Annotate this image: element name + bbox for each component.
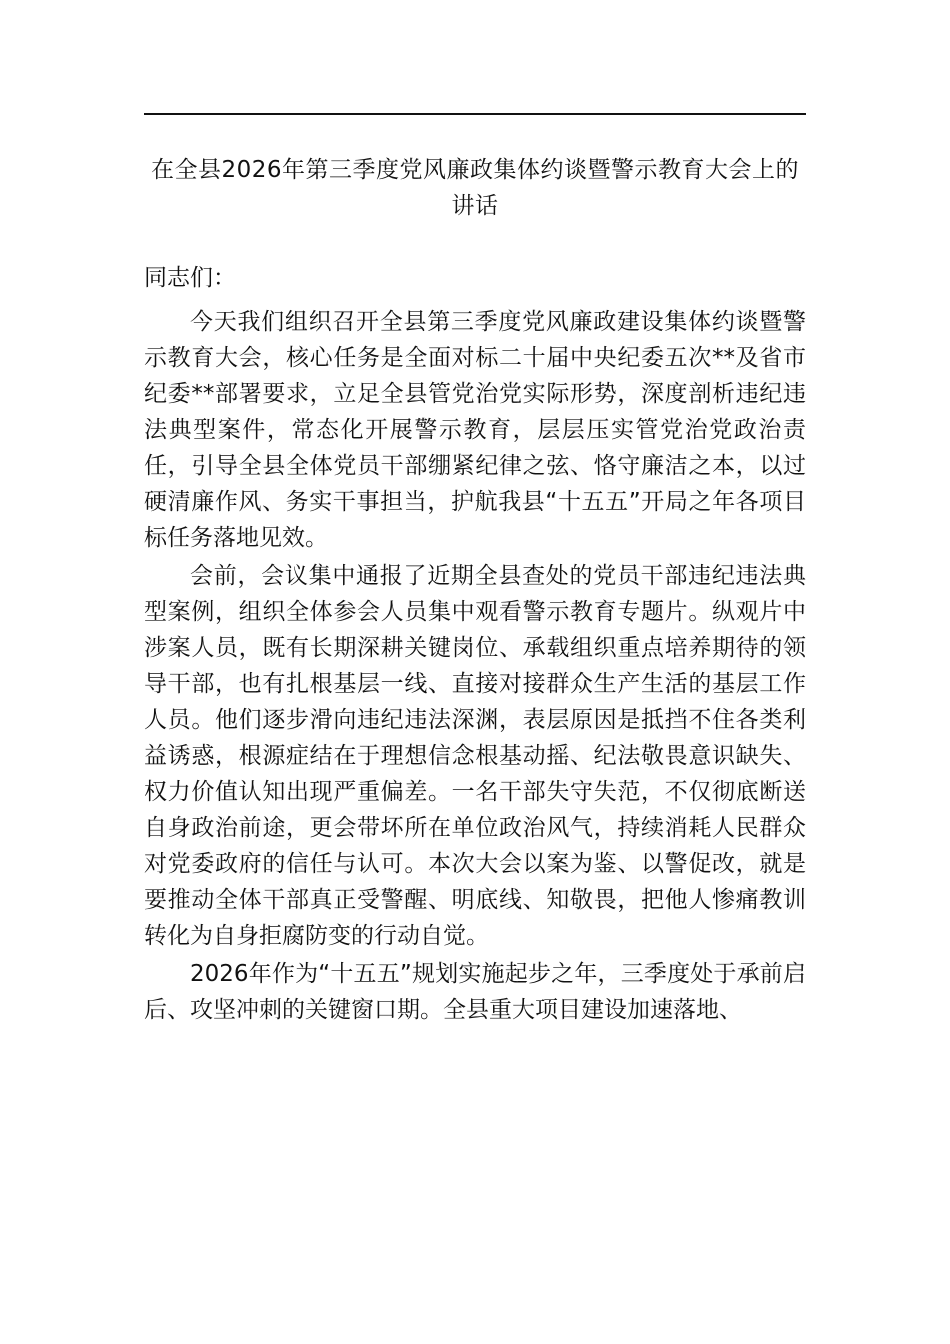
document-body (144, 260, 806, 1028)
paragraph-2: 会前，会议集中通报了近期全县查处的党员干部违纪违法典型案例，组织全体参会人员集中观看警示教育专题片。纵观片中涉案人员，既有长期深耕关键岗位、承载组织重点培养期待的领导干部，也有扎根基层一线、直接对接群众生产生活的基层工作人员。他们逐步滑向违纪违法深渊，表层原因是抵挡不住各类利益诱惑，根源症结在于理想信念根基动摇、纪法敬畏意识缺失、权力价值认知出现严重偏差。一名干部失守失范，不仅彻底断送自身政治前途，更会带坏所在单位政治风气，持续消耗人民群众对党委政府的信任与认可。本次大会以案为鉴、以警促改，就是要推动全体干部真正受警醒、明底线、知敬畏，把他人惨痛教训转化为自身拒腐防变的行动自觉。 (144, 563, 806, 949)
header-divider (144, 113, 806, 115)
paragraph-1: 今天我们组织召开全县第三季度党风廉政建设集体约谈暨警示教育大会，核心任务是全面对标二十届中央纪委五次**及省市纪委**部署要求，立足全县管党治党实际形势，深度剖析违纪违法典型案件，常态化开展警示教育，层层压实管党治党政治责任，引导全县全体党员干部绷紧纪律之弦、恪守廉洁之本，以过硬清廉作风、务实干事担当，护航我县“十五五”开局之年各项目标任务落地见效。 (144, 309, 806, 551)
paragraph-3: 2026年作为“十五五”规划实施起步之年，三季度处于承前启后、攻坚冲刺的关键窗口期。全县重大项目建设加速落地、 (144, 961, 806, 1023)
document-title: 在全县2026年第三季度党风廉政集体约谈暨警示教育大会上的讲话 (150, 157, 800, 219)
salutation: 同志们： (144, 265, 236, 291)
